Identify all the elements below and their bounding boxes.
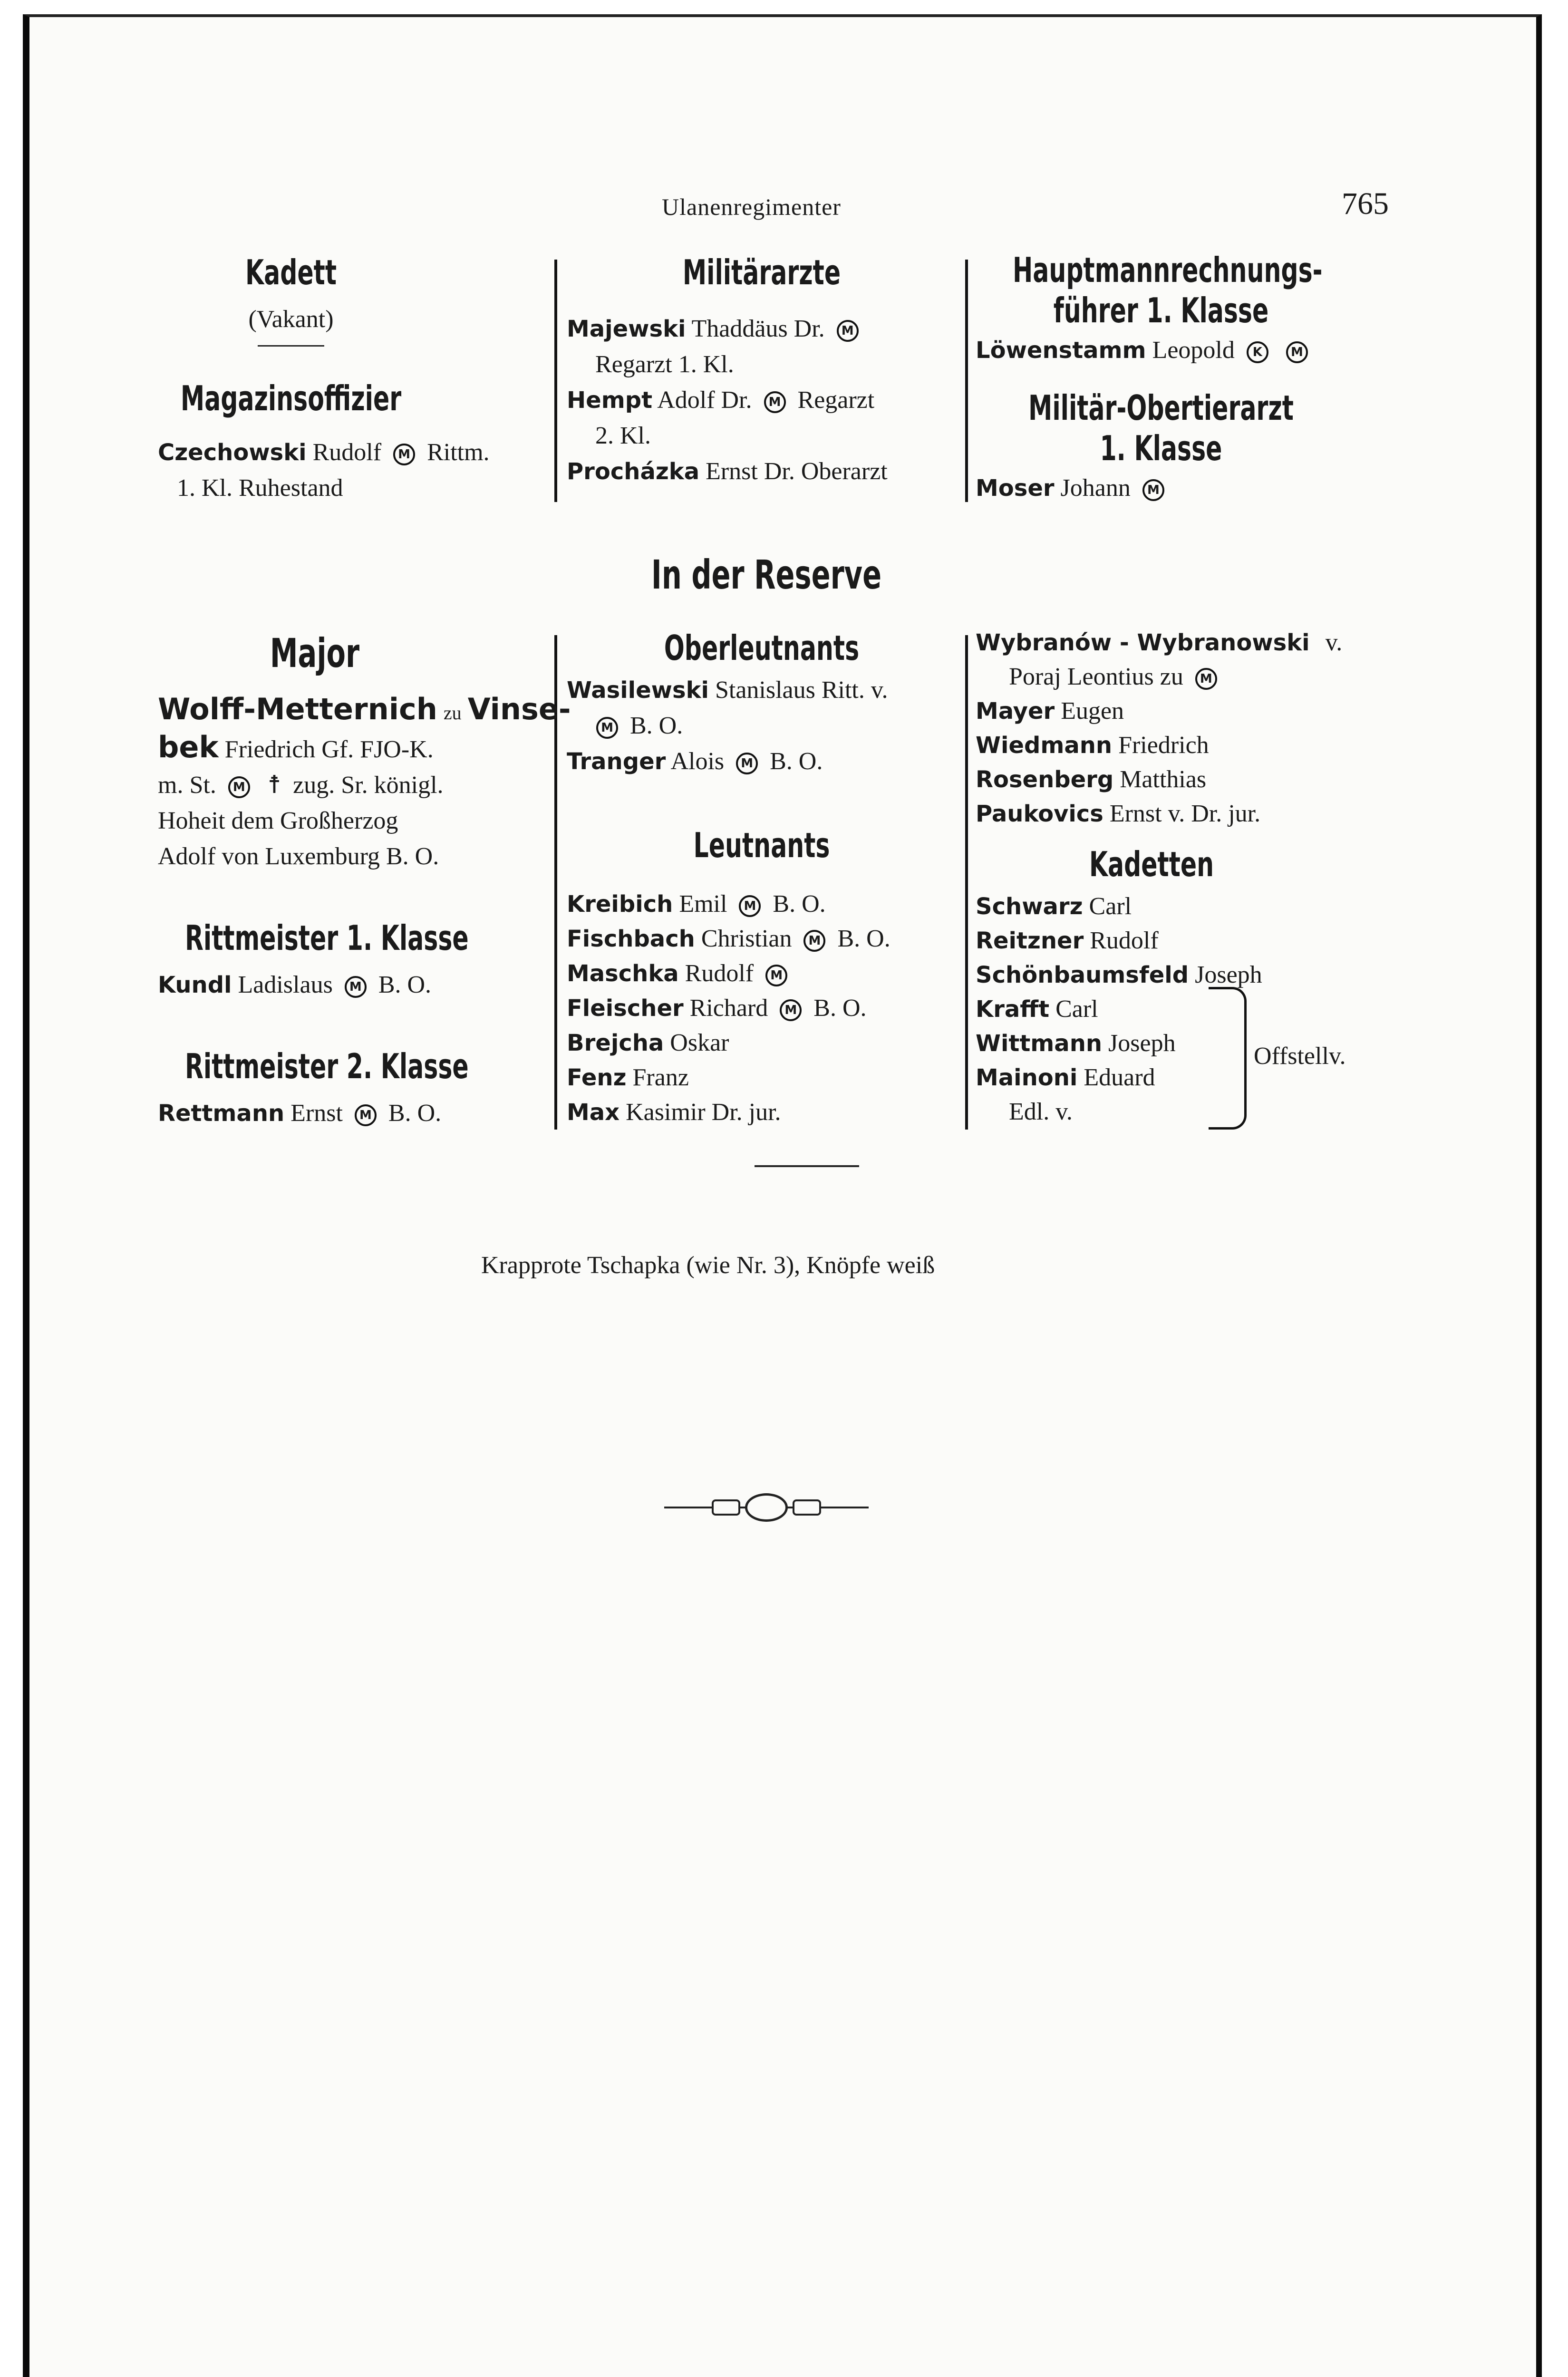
section-title-major: Major [270, 630, 360, 676]
given-name: Rudolf [685, 960, 754, 987]
medal-m-icon: M [736, 753, 758, 774]
entry-hempt [567, 383, 874, 417]
surname: Schwarz [976, 893, 1083, 920]
brace [1209, 987, 1247, 1130]
status: B. O. [773, 890, 826, 918]
entry-max [567, 1095, 781, 1130]
surname: Maschka [567, 960, 679, 987]
entry-wittmann [976, 1026, 1176, 1061]
given-name: Carl [1089, 893, 1132, 920]
entry-reitzner [976, 924, 1159, 958]
surname: Wiedmann [976, 732, 1113, 759]
surname: Brejcha [567, 1030, 664, 1056]
entry-wolff-metternich-line5: Adolf von Luxemburg B. O. [158, 843, 439, 870]
column-divider [965, 635, 968, 1130]
section-title-rittmeister-2: Rittmeister 2. Klasse [185, 1046, 469, 1086]
surname: Fenz [567, 1064, 627, 1091]
entry-moser [976, 471, 1170, 505]
given-name: Joseph [1195, 961, 1262, 988]
surname: Wybranów - Wybranowski [976, 629, 1310, 656]
status: B. O. [770, 748, 823, 775]
given-name: Adolf Dr. [657, 387, 752, 414]
section-title-magazinsoffizier: Magazinsoffizier [180, 378, 402, 418]
entry-wybranow-line2 [1009, 660, 1223, 694]
entry-tranger [567, 744, 823, 779]
medal-m-icon: M [393, 444, 415, 465]
surname: Wolff-Metternich [158, 692, 437, 726]
given-name: Leopold [1152, 337, 1235, 364]
surname: Fleischer [567, 995, 684, 1022]
status: B. O. [388, 1100, 442, 1127]
entry-fischbach [567, 922, 890, 956]
entry-fenz [567, 1061, 689, 1095]
medal-m-icon: M [1195, 668, 1217, 690]
section-title-hauptmannrechnungsfuehrer-1: Hauptmannrechnungs- [1013, 250, 1323, 290]
given-name: Matthias [1120, 766, 1207, 793]
given-name: Oskar [670, 1029, 729, 1056]
entry-czechowski [158, 435, 490, 470]
entry-mayer [976, 694, 1124, 728]
decoration: m. St. [158, 772, 216, 799]
short-divider [258, 345, 324, 347]
surname: Löwenstamm [976, 337, 1146, 364]
surname: Wittmann [976, 1030, 1103, 1057]
medal-m-icon: M [355, 1104, 377, 1126]
entry-wolff-metternich [158, 692, 571, 730]
entry-krafft [976, 992, 1098, 1026]
entry-wasilewski [567, 673, 888, 707]
given-name: Franz [632, 1064, 689, 1091]
medal-m-icon: M [739, 895, 761, 917]
status: B. O. [837, 925, 890, 952]
medal-m-icon: M [228, 776, 250, 798]
particle: v. [1325, 629, 1343, 656]
surname: Max [567, 1099, 620, 1126]
given-name: Thaddäus Dr. [691, 315, 825, 342]
ornament-right-icon [793, 1499, 821, 1516]
medal-k-icon: K [1247, 341, 1268, 363]
entry-wolff-metternich-line2 [158, 730, 434, 767]
entry-hempt-line2: 2. Kl. [595, 422, 651, 449]
medal-m-icon: M [780, 999, 802, 1021]
entry-maschka [567, 957, 793, 991]
given-name: Eduard [1084, 1064, 1155, 1091]
section-title-reserve: In der Reserve [651, 551, 882, 598]
status: B. O. [813, 995, 867, 1022]
given-name: Carl [1055, 995, 1098, 1023]
entry-wolff-metternich-line4: Hoheit dem Großherzog [158, 807, 398, 834]
surname: Wasilewski [567, 677, 709, 704]
running-title: Ulanenregimenter [662, 193, 841, 220]
entry-mainoni [976, 1061, 1155, 1095]
surname: Moser [976, 475, 1055, 502]
entry-wiedmann [976, 728, 1209, 763]
section-title-hauptmannrechnungsfuehrer-2: führer 1. Klasse [1053, 290, 1269, 330]
given-name: Poraj Leontius zu [1009, 663, 1183, 690]
cross-icon: ☨ [267, 772, 281, 799]
surname: Hempt [567, 387, 653, 414]
book-page [23, 14, 1542, 2377]
assignment: zug. Sr. königl. [293, 772, 444, 799]
column-divider [965, 260, 968, 502]
surname: Majewski [567, 316, 686, 342]
given-name: Ernst v. Dr. jur. [1109, 800, 1261, 827]
entry-brejcha [567, 1026, 729, 1060]
entry-czechowski-line2: 1. Kl. Ruhestand [177, 474, 343, 502]
given-name: Ernst Dr. Oberarzt [706, 458, 888, 485]
section-title-obertierarzt-2: 1. Klasse [1100, 428, 1222, 468]
given-name: Emil [679, 890, 727, 918]
surname: Rosenberg [976, 766, 1114, 793]
given-name: Friedrich Gf. FJO-K. [224, 736, 434, 763]
surname: Procházka [567, 458, 700, 485]
entry-majewski-line2: Regarzt 1. Kl. [595, 351, 734, 378]
medal-m-icon: M [837, 320, 859, 342]
given-name: Rudolf [312, 439, 382, 466]
surname: Kreibich [567, 891, 673, 918]
given-name: Stanislaus Ritt. v. [715, 676, 888, 704]
given-name: Richard [689, 995, 768, 1022]
surname-part: Vinse- [467, 692, 571, 726]
given-name: Johann [1060, 474, 1131, 502]
entry-prochazka [567, 454, 888, 489]
vacant-label: (Vakant) [248, 306, 334, 333]
entry-wolff-metternich-line3 [158, 768, 444, 802]
surname: Paukovics [976, 801, 1103, 827]
given-name: Ernst [290, 1100, 343, 1127]
ornament [664, 1491, 869, 1524]
rank: Regarzt [797, 387, 875, 414]
surname: Krafft [976, 996, 1050, 1023]
particle: zu [443, 702, 462, 724]
surname: Kundl [158, 972, 232, 998]
surname-part: bek [158, 730, 219, 764]
surname: Czechowski [158, 439, 307, 466]
given-name: Eugen [1061, 697, 1124, 725]
surname: Mainoni [976, 1064, 1078, 1091]
medal-m-icon: M [765, 965, 787, 986]
medal-m-icon: M [803, 930, 825, 952]
surname: Schönbaumsfeld [976, 962, 1189, 988]
surname: Mayer [976, 698, 1055, 725]
medal-m-icon: M [345, 976, 367, 998]
status: B. O. [630, 712, 683, 739]
surname: Tranger [567, 748, 666, 775]
given-name: Rudolf [1090, 927, 1159, 954]
medal-m-icon: M [1286, 341, 1308, 363]
entry-fleischer [567, 991, 867, 1025]
section-divider [755, 1165, 859, 1167]
section-title-kadett: Kadett [245, 252, 337, 292]
brace-label: Offstellv. [1254, 1043, 1346, 1070]
entry-loewenstamm [976, 333, 1314, 367]
entry-kundl [158, 968, 431, 1002]
ornament-left-icon [712, 1499, 740, 1516]
section-title-obertierarzt-1: Militär-Obertierarzt [1028, 388, 1294, 428]
entry-schwarz [976, 889, 1132, 924]
entry-rettmann [158, 1096, 441, 1131]
status: B. O. [378, 971, 432, 998]
entry-kreibich [567, 887, 826, 921]
entry-wybranow [976, 626, 1342, 660]
surname: Fischbach [567, 926, 695, 952]
medal-m-icon: M [764, 391, 786, 413]
footer-note: Krapprote Tschapka (wie Nr. 3), Knöpfe weiß [481, 1252, 935, 1279]
column-divider [554, 260, 557, 502]
section-title-militaerarzte: Militärarzte [682, 252, 841, 292]
medal-m-icon: M [596, 717, 618, 739]
rank: Rittm. [427, 439, 490, 466]
entry-majewski [567, 312, 864, 346]
entry-wasilewski-line2 [590, 709, 683, 743]
surname: Reitzner [976, 928, 1084, 954]
section-title-rittmeister-1: Rittmeister 1. Klasse [185, 918, 469, 958]
given-name: Ladislaus [238, 971, 333, 998]
section-title-kadetten: Kadetten [1089, 844, 1214, 884]
section-title-oberleutnants: Oberleutnants [664, 628, 860, 668]
medal-m-icon: M [1142, 479, 1164, 501]
entry-mainoni-line2: Edl. v. [1009, 1098, 1073, 1125]
given-name: Joseph [1108, 1030, 1176, 1057]
given-name: Alois [670, 748, 725, 775]
page-number: 765 [1342, 186, 1389, 221]
given-name: Christian [701, 925, 792, 952]
surname: Rettmann [158, 1100, 285, 1127]
entry-paukovics [976, 797, 1260, 831]
given-name: Friedrich [1118, 732, 1209, 759]
given-name: Kasimir Dr. jur. [626, 1099, 781, 1126]
ornament-center-icon [745, 1493, 788, 1522]
section-title-leutnants: Leutnants [693, 825, 830, 865]
entry-rosenberg [976, 763, 1206, 797]
